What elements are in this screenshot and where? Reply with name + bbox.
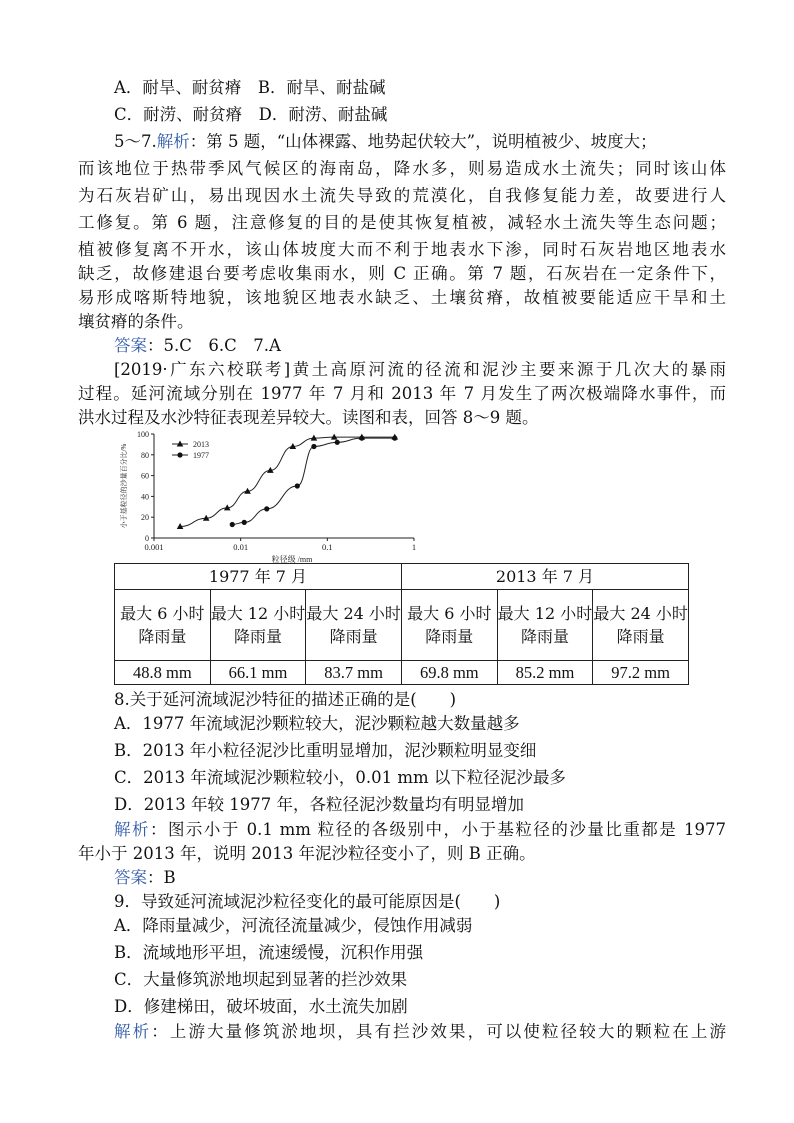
analysis-label: 解析 xyxy=(114,1022,152,1041)
analysis-line: 年小于 2013 年，说明 2013 年泥沙粒径变小了，则 B 正确。 xyxy=(78,844,536,863)
data-point-1977 xyxy=(335,440,340,445)
analysis-text: ：第 5 题，“山体裸露、地势起伏较大”，说明植被少、坡度大； xyxy=(189,132,657,151)
intro-line: 洪水过程及水沙特征表现差异较大。读图和表，回答 8～9 题。 xyxy=(78,408,539,427)
analysis-line: 植被修复离不开水，该山体坡度大而不利于地表水下渗，同时石灰岩地区地表水 xyxy=(78,240,726,259)
answer-5-7 xyxy=(114,334,281,358)
table-cell: 69.8 mm xyxy=(401,661,497,685)
data-point-1977 xyxy=(242,520,247,525)
option-d: D．2013 年较 1977 年，各粒径泥沙数量均有明显增加 xyxy=(114,795,524,814)
y-tick-label: 0 xyxy=(145,534,149,543)
column-header: 最大 12 小时降雨量 xyxy=(210,590,306,661)
x-tick-label: 0.01 xyxy=(233,542,249,552)
column-header: 最大 24 小时降雨量 xyxy=(306,590,402,661)
analysis-line: 工修复。第 6 题，注意修复的目的是使其恢复植被，减轻水土流失等生态问题； xyxy=(78,213,726,232)
year-header: 1977 年 7 月 xyxy=(115,564,402,590)
option-c: C．2013 年流域泥沙颗粒较小，0.01 mm 以下粒径泥沙最多 xyxy=(114,768,566,787)
column-header: 最大 12 小时降雨量 xyxy=(497,590,593,661)
question-8-stem: 8.关于延河流域泥沙特征的描述正确的是( ) xyxy=(114,690,457,709)
legend-label: 2013 xyxy=(193,440,209,449)
analysis-line: 而该地位于热带季风气候区的海南岛，降水多，则易造成水土流失；同时该山体 xyxy=(78,159,726,178)
chart-svg xyxy=(116,420,426,565)
data-point-2013 xyxy=(331,434,338,440)
analysis-label: 解析 xyxy=(156,132,190,151)
analysis-text: ：上游大量修筑淤地坝，具有拦沙效果，可以使粒径较大的颗粒在上游 xyxy=(151,1022,726,1041)
column-header: 最大 24 小时降雨量 xyxy=(593,590,689,661)
option-b: B．2013 年小粒径泥沙比重明显增加，泥沙颗粒明显变细 xyxy=(114,741,537,760)
y-axis-label: 小于基粒径的沙量百分比/% xyxy=(120,443,128,529)
analysis-5-7-first-line xyxy=(114,130,657,154)
analysis-line: 为石灰岩矿山，易出现因水土流失导致的荒漠化，自我修复能力差，故要进行人 xyxy=(78,186,726,205)
x-tick-label: 1 xyxy=(411,542,417,552)
y-tick-label: 80 xyxy=(141,450,149,460)
data-point-1977 xyxy=(392,436,397,441)
table-cell: 83.7 mm xyxy=(306,661,402,685)
series-line-2013 xyxy=(180,437,395,526)
intro-text: 黄土高原河流的径流和泥沙主要来源于几次大的暴雨 xyxy=(290,360,726,379)
intro-first-line xyxy=(114,358,726,382)
answer-8 xyxy=(114,866,176,890)
table-row xyxy=(115,661,689,685)
option-line: A．耐旱、耐贫瘠 B．耐旱、耐盐碱 xyxy=(114,78,386,97)
series-line-1977 xyxy=(232,438,395,524)
answer-label: 答案 xyxy=(114,868,147,887)
legend-marker xyxy=(177,452,182,457)
answer-text: ：5.C 6.C 7.A xyxy=(147,336,281,355)
analysis-label: 解析 xyxy=(114,820,150,839)
legend-label: 1977 xyxy=(193,451,209,460)
analysis-9-line xyxy=(114,1020,726,1044)
question-range: 5～7. xyxy=(114,132,157,151)
column-header: 最大 6 小时降雨量 xyxy=(401,590,497,661)
data-point-1977 xyxy=(264,506,269,511)
analysis-line: 壤贫瘠的条件。 xyxy=(78,312,194,331)
intro-line: 过程。延河流域分别在 1977 年 7 月和 2013 年 7 月发生了两次极端降水事件，而 xyxy=(78,384,726,403)
data-point-1977 xyxy=(295,483,300,488)
answer-label: 答案 xyxy=(114,336,147,355)
x-tick-label: 0.001 xyxy=(144,542,164,552)
data-point-1977 xyxy=(230,522,235,527)
table-cell: 66.1 mm xyxy=(210,661,306,685)
analysis-line: 缺乏，故修建退台要考虑收集雨水，则 C 正确。第 7 题，石灰岩在一定条件下， xyxy=(78,264,726,283)
analysis-line: 易形成喀斯特地貌，该地貌区地表水缺乏、土壤贫瘠，故植被要能适应干旱和土 xyxy=(78,288,726,307)
column-header: 最大 6 小时降雨量 xyxy=(115,590,211,661)
data-point-1977 xyxy=(359,436,364,441)
question-9-stem: 9．导致延河流域泥沙粒径变化的最可能原因是( ) xyxy=(114,892,501,911)
table-cell: 85.2 mm xyxy=(497,661,593,685)
table-cell: 48.8 mm xyxy=(115,661,211,685)
option-c: C．大量修筑淤地坝起到显著的拦沙效果 xyxy=(114,970,408,989)
y-tick-label: 40 xyxy=(141,492,149,502)
grain-size-chart xyxy=(116,420,426,565)
y-tick-label: 60 xyxy=(141,471,149,481)
question-source: [2019·广东六校联考] xyxy=(114,360,291,379)
analysis-text: ：图示小于 0.1 mm 粒径的各级别中，小于基粒径的沙量比重都是 1977 xyxy=(149,820,726,839)
data-point-1977 xyxy=(311,444,316,449)
year-header: 2013 年 7 月 xyxy=(401,564,688,590)
table-header-row xyxy=(115,564,689,590)
option-a: A．1977 年流域泥沙颗粒较大，泥沙颗粒越大数量越多 xyxy=(114,714,520,733)
x-tick-label: 0.1 xyxy=(322,542,333,552)
x-axis-label: 粒径级 /mm xyxy=(271,555,313,564)
option-d: D．修建梯田，破坏坡面，水土流失加剧 xyxy=(114,997,408,1016)
analysis-8-first-line xyxy=(114,818,726,842)
option-b: B．流域地形平坦，流速缓慢，沉积作用强 xyxy=(114,943,424,962)
y-tick-label: 20 xyxy=(141,513,149,523)
y-tick-label: 100 xyxy=(137,430,149,439)
table-cell: 97.2 mm xyxy=(593,661,689,685)
option-a: A．降雨量减少，河流径流量减少，侵蚀作用减弱 xyxy=(114,916,473,935)
table-row xyxy=(115,590,689,661)
answer-text: ：B xyxy=(147,868,176,887)
option-line: C．耐涝、耐贫瘠 D．耐涝、耐盐碱 xyxy=(114,105,388,124)
rainfall-table xyxy=(114,563,689,685)
